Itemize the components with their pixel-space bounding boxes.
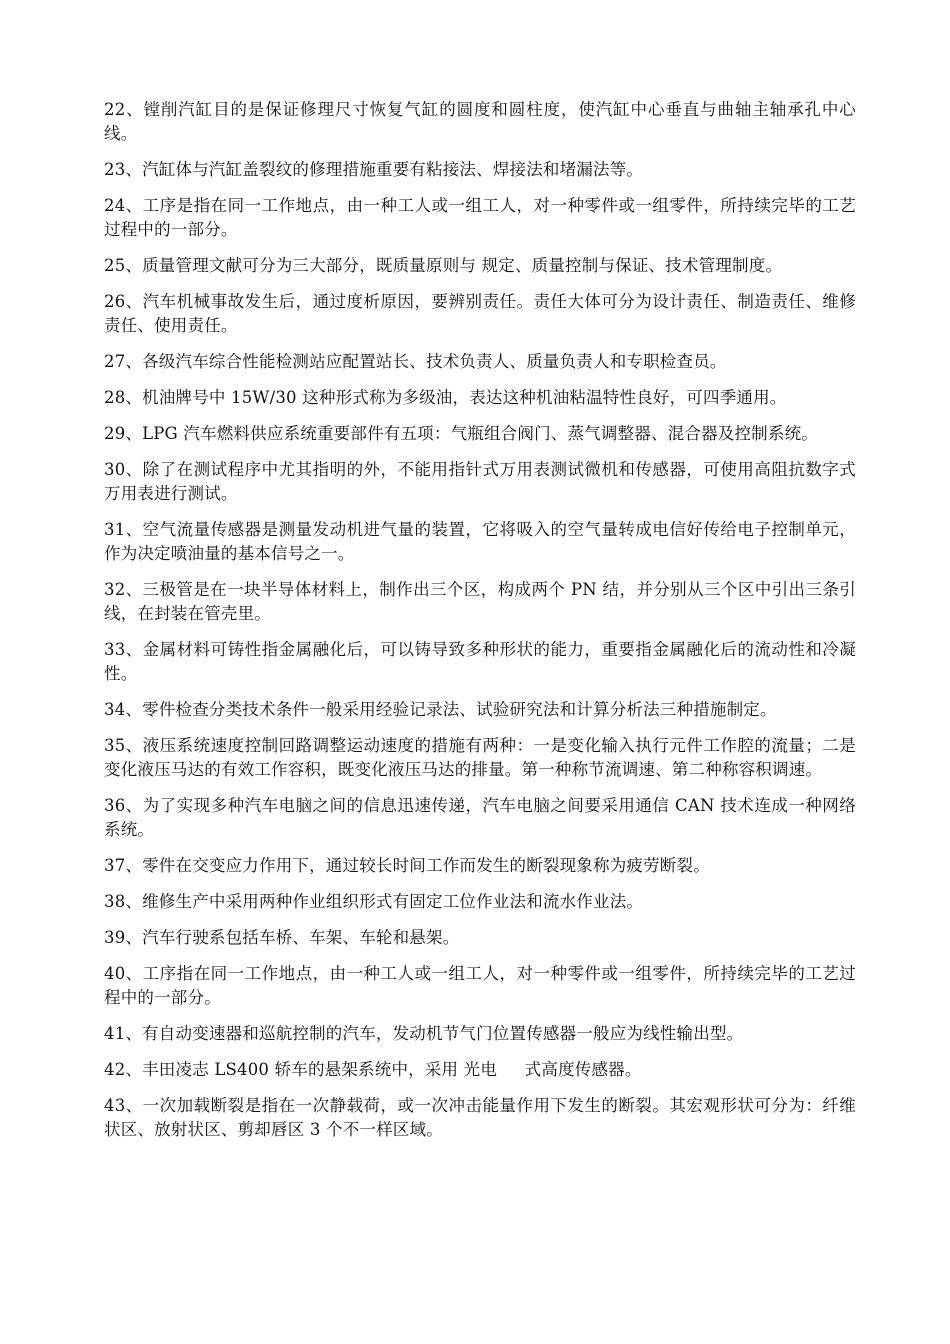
paragraph-22: 22、镗削汽缸目的是保证修理尺寸恢复气缸的圆度和圆柱度，使汽缸中心垂直与曲轴主轴承孔中心线。	[104, 100, 856, 143]
paragraph-36: 36、为了实现多种汽车电脑之间的信息迅速传递，汽车电脑之间要采用通信 CAN 技术连成一种网络系统。	[104, 796, 856, 839]
paragraph-34: 34、零件检查分类技术条件一般采用经验记录法、试验研究法和计算分析法三种措施制定。	[104, 700, 777, 719]
paragraph-42: 42、丰田凌志 LS400 轿车的悬架系统中，采用 光电 式高度传感器。	[104, 1060, 642, 1079]
paragraph-31: 31、空气流量传感器是测量发动机进气量的装置，它将吸入的空气量转成电信好传给电子控制单元，作为决定喷油量的基本信号之一。	[104, 520, 856, 563]
paragraph-39: 39、汽车行驶系包括车桥、车架、车轮和悬架。	[104, 928, 460, 947]
paragraph-38: 38、维修生产中采用两种作业组织形式有固定工位作业法和流水作业法。	[104, 892, 644, 911]
paragraph-24: 24、工序是指在同一工作地点，由一种工人或一组工人，对一种零件或一组零件，所持续完毕的工艺过程中的一部分。	[104, 196, 856, 239]
paragraph-28: 28、机油牌号中 15W/30 这种形式称为多级油，表达这种机油粘温特性良好，可四季通用。	[104, 388, 787, 407]
paragraph-30: 30、除了在测试程序中尤其指明的外，不能用指针式万用表测试微机和传感器，可使用高阻抗数字式万用表进行测试。	[104, 460, 856, 503]
paragraph-43: 43、一次加载断裂是指在一次静载荷，或一次冲击能量作用下发生的断裂。其宏观形状可分为：纤维状区、放射状区、剪却唇区 3 个不一样区域。	[104, 1096, 856, 1139]
paragraph-37: 37、零件在交变应力作用下，通过较长时间工作而发生的断裂现象称为疲劳断裂。	[104, 856, 710, 875]
paragraph-40: 40、工序指在同一工作地点，由一种工人或一组工人，对一种零件或一组零件，所持续完毕的工艺过程中的一部分。	[104, 964, 856, 1007]
paragraph-25: 25、质量管理文献可分为三大部分，既质量原则与 规定、质量控制与保证、技术管理制度。	[104, 256, 783, 275]
paragraph-26: 26、汽车机械事故发生后，通过度析原因，要辨别责任。责任大体可分为设计责任、制造责任、维修责任、使用责任。	[104, 292, 856, 335]
paragraph-27: 27、各级汽车综合性能检测站应配置站长、技术负责人、质量负责人和专职检查员。	[104, 352, 727, 371]
document-body	[104, 98, 856, 1154]
paragraph-29: 29、LPG 汽车燃料供应系统重要部件有五项：气瓶组合阀门、蒸气调整器、混合器及控制系统。	[104, 424, 818, 443]
paragraph-41: 41、有自动变速器和巡航控制的汽车，发动机节气门位置传感器一般应为线性输出型。	[104, 1024, 744, 1043]
paragraph-23: 23、汽缸体与汽缸盖裂纹的修理措施重要有粘接法、焊接法和堵漏法等。	[104, 160, 644, 179]
paragraph-32: 32、三极管是在一块半导体材料上，制作出三个区，构成两个 PN 结，并分别从三个区中引出三条引线，在封装在管壳里。	[104, 580, 856, 623]
paragraph-33: 33、金属材料可铸性指金属融化后，可以铸导致多种形状的能力，重要指金属融化后的流动性和冷凝性。	[104, 640, 856, 683]
paragraph-35: 35、液压系统速度控制回路调整运动速度的措施有两种：一是变化输入执行元件工作腔的流量；二是变化液压马达的有效工作容积，既变化液压马达的排量。第一种称节流调速、第二种称容积调速。	[104, 736, 856, 779]
